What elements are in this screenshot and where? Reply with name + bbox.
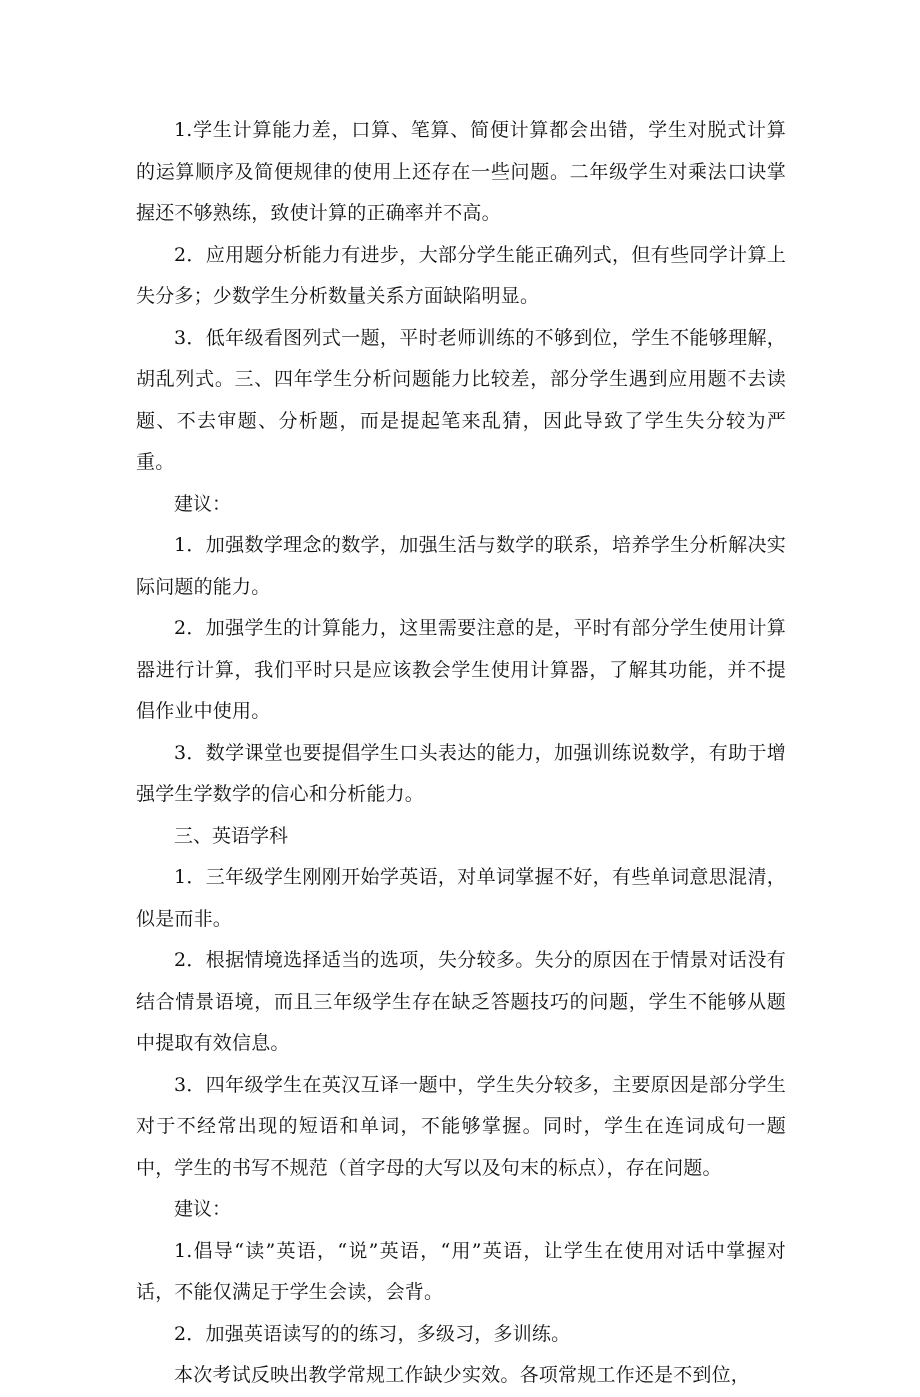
paragraph-english-issue-2: 2．根据情境选择适当的选项，失分较多。失分的原因在于情景对话没有结合情景语境，而且三年级学生存在缺乏答题技巧的问题，学生不能够从题中提取有效信息。	[136, 949, 786, 1054]
paragraph-english-suggestion-1: 1.倡导“读”英语，“说”英语，“用”英语，让学生在使用对话中掌握对话，不能仅满足于学生会读，会背。	[136, 1239, 786, 1303]
paragraph-math-suggestion-2: 2．加强学生的计算能力，这里需要注意的是，平时有部分学生使用计算器进行计算，我们平时只是应该教会学生使用计算器，了解其功能，并不提倡作业中使用。	[136, 617, 786, 722]
document-page	[136, 110, 786, 1397]
paragraph-math-issue-2: 2．应用题分析能力有进步，大部分学生能正确列式，但有些同学计算上失分多；少数学生分析数量关系方面缺陷明显。	[136, 243, 786, 307]
paragraph-english-issue-1: 1．三年级学生刚刚开始学英语，对单词掌握不好，有些单词意思混清，似是而非。	[136, 866, 786, 930]
heading-suggestions-math: 建议：	[174, 492, 232, 515]
paragraph-math-suggestion-1: 1．加强数学理念的数学，加强生活与数学的联系，培养学生分析解决实际问题的能力。	[136, 534, 786, 598]
heading-suggestions-english: 建议：	[174, 1198, 232, 1220]
heading-english-subject: 三、英语学科	[174, 824, 289, 847]
paragraph-conclusion: 本次考试反映出教学常规工作缺少实效。各项常规工作还是不到位，	[174, 1364, 751, 1386]
paragraph-math-suggestion-3: 3．数学课堂也要提倡学生口头表达的能力，加强训练说数学，有助于增强学生学数学的信心和分析能力。	[136, 741, 786, 805]
paragraph-math-issue-1: 1.学生计算能力差，口算、笔算、简便计算都会出错，学生对脱式计算的运算顺序及简便规律的使用上还存在一些问题。二年级学生对乘法口诀掌握还不够熟练，致使计算的正确率并不高。	[136, 119, 786, 224]
paragraph-english-issue-3: 3．四年级学生在英汉互译一题中，学生失分较多，主要原因是部分学生对于不经常出现的短语和单词，不能够掌握。同时，学生在连词成句一题中，学生的书写不规范（首字母的大写以及句末的标点），存在问题。	[136, 1073, 786, 1179]
paragraph-english-suggestion-2: 2．加强英语读写的的练习，多级习，多训练。	[174, 1322, 571, 1345]
paragraph-math-issue-3: 3．低年级看图列式一题，平时老师训练的不够到位，学生不能够理解，胡乱列式。三、四年学生分析问题能力比较差，部分学生遇到应用题不去读题、不去审题、分析题，而是提起笔来乱猜，因此导致了学生失分较为严重。	[136, 326, 786, 473]
